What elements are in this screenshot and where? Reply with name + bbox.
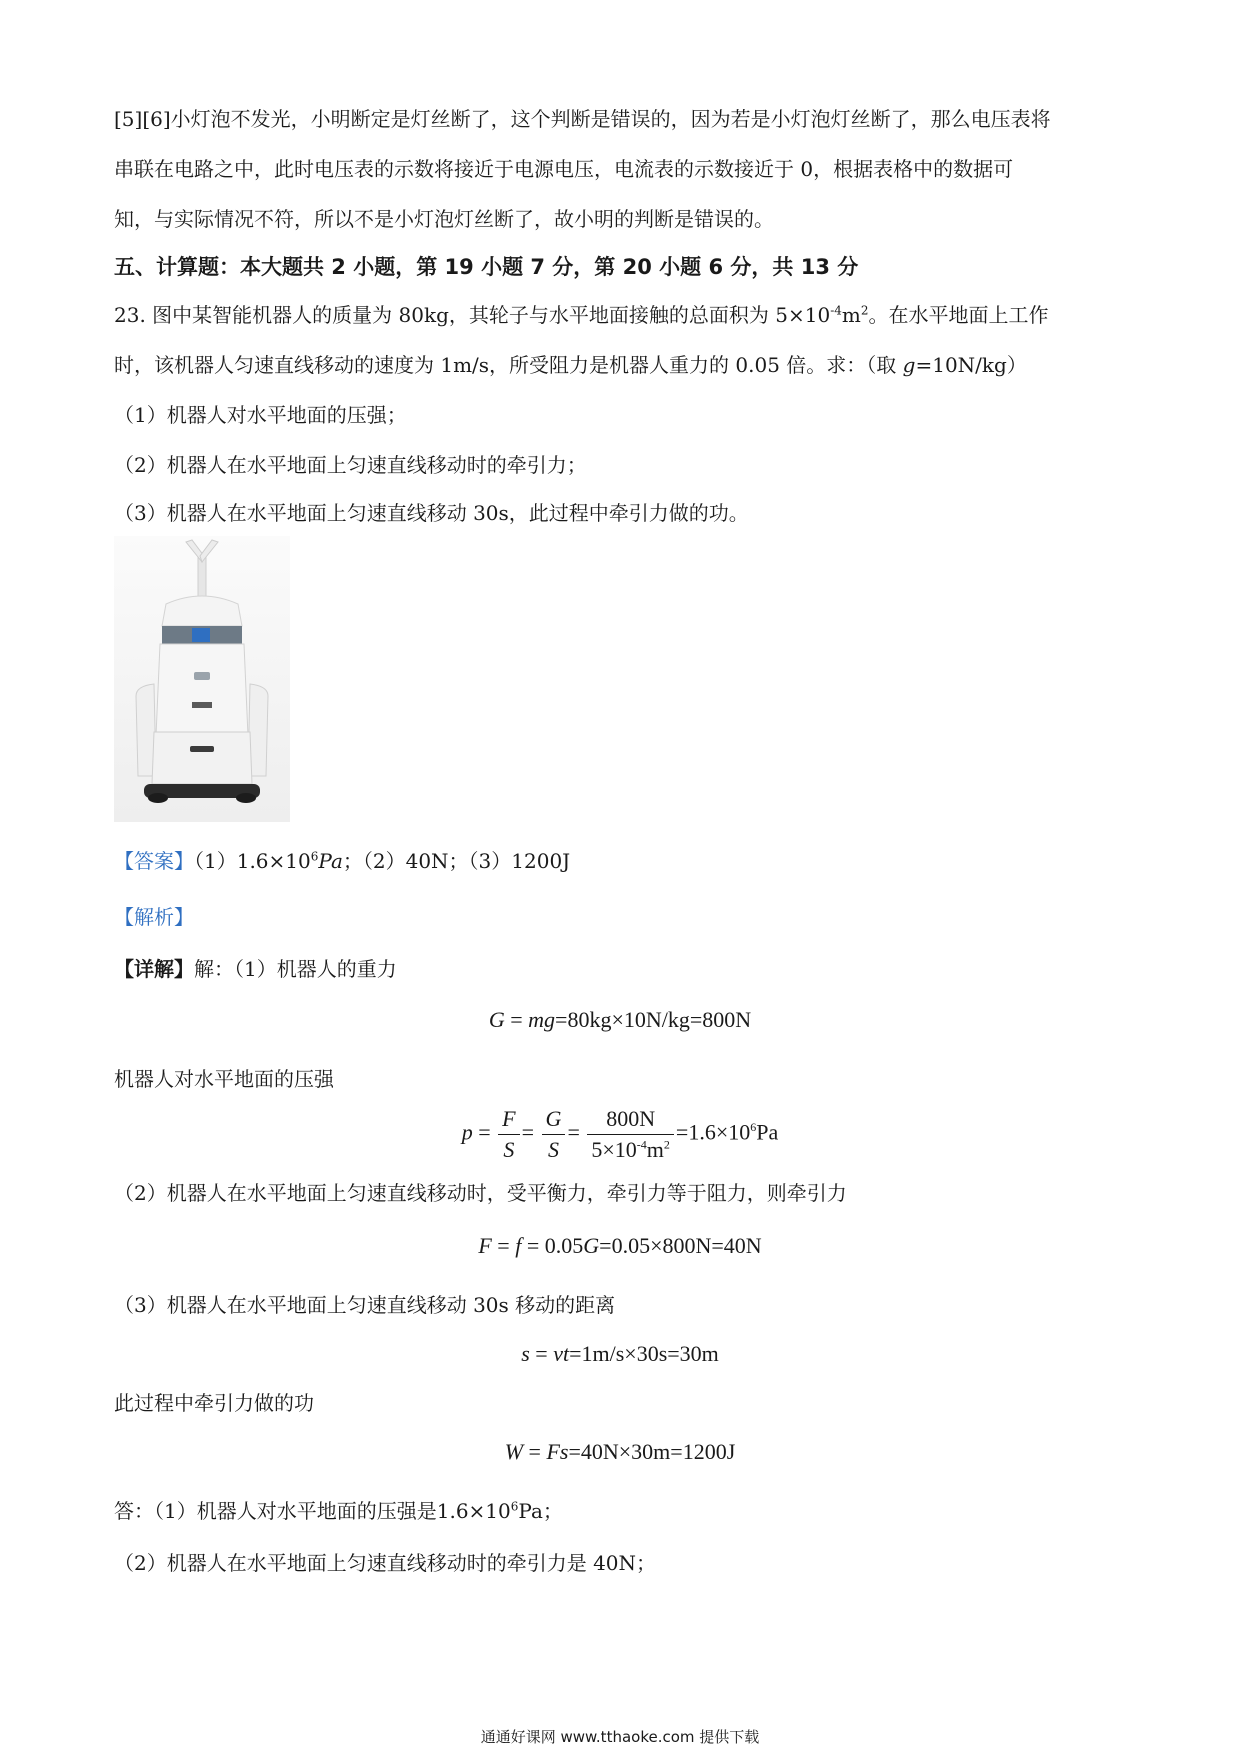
prev-line-1: [5][6]小灯泡不发光，小明断定是灯丝断了，这个判断是错误的，因为若是小灯泡灯丝断了，那么电压表将 bbox=[114, 107, 1051, 131]
footer: 通通好课网 www.tthaoke.com 提供下载 bbox=[480, 1728, 760, 1746]
equation-pressure: p = $\frac{F}{S}$ = $\frac{G}{S}$ = $\frac{800N}{5\times 10^{-4}m^2}$ $=1.6\times 10^6Pa$ bbox=[461, 1106, 779, 1162]
prev-line-3: 知，与实际情况不符，所以不是小灯泡灯丝断了，故小明的判断是错误的。 bbox=[114, 207, 774, 231]
conclusion-2: （2）机器人在水平地面上匀速直线移动时的牵引力是 40N； bbox=[114, 1551, 657, 1575]
answer-line: 【答案】$(1)1.6\times 10^6Pa$；（2）40N；（3）1200J bbox=[114, 849, 571, 873]
question-sub-2: （2）机器人在水平地面上匀速直线移动时的牵引力； bbox=[114, 453, 587, 477]
part2-text: （2）机器人在水平地面上匀速直线移动时，受平衡力，牵引力等于阻力，则牵引力 bbox=[114, 1181, 847, 1205]
work-label: 此过程中牵引力做的功 bbox=[114, 1391, 314, 1415]
question-line-2: 时，该机器人匀速直线移动的速度为 1m/s，所受阻力是机器人重力的 0.05 倍。求：（取 g=10N/kg） bbox=[114, 353, 1027, 377]
section-heading: 五、计算题：本大题共 2 小题，第 19 小题 7 分，第 20 小题 6 分，共 13 分 bbox=[114, 255, 859, 279]
part3-text: （3）机器人在水平地面上匀速直线移动 30s 移动的距离 bbox=[114, 1293, 616, 1317]
question-line-1: 23. 图中某智能机器人的质量为 80kg，其轮子与水平地面接触的总面积为 $5\times 10^{-4}m^2$。在水平地面上工作 bbox=[114, 303, 1049, 327]
robot-image bbox=[114, 536, 290, 822]
question-sub-3: （3）机器人在水平地面上匀速直线移动 30s，此过程中牵引力做的功。 bbox=[114, 501, 749, 525]
prev-line-2: 串联在电路之中，此时电压表的示数将接近于电源电压，电流表的示数接近于 0，根据表格中的数据可 bbox=[114, 157, 1014, 181]
detail-intro: 【详解】解：（1）机器人的重力 bbox=[114, 957, 397, 981]
analysis-tag: 【解析】 bbox=[114, 905, 194, 929]
question-sub-1: （1）机器人对水平地面的压强； bbox=[114, 403, 407, 427]
equation-distance: s = vt=1m/s×30s=30m bbox=[521, 1341, 719, 1366]
equation-work: W = Fs=40N×30m=1200J bbox=[504, 1439, 736, 1464]
equation-force: F = f = 0.05G=0.05×800N=40N bbox=[478, 1233, 762, 1258]
answer-tag: 【答案】 bbox=[114, 849, 194, 873]
pressure-label: 机器人对水平地面的压强 bbox=[114, 1067, 334, 1091]
equation-weight: G = mg=80kg×10N/kg=800N bbox=[488, 1007, 752, 1032]
conclusion-1: 答：（1）机器人对水平地面的压强是$1.6\times 10^6Pa$； bbox=[114, 1499, 563, 1523]
